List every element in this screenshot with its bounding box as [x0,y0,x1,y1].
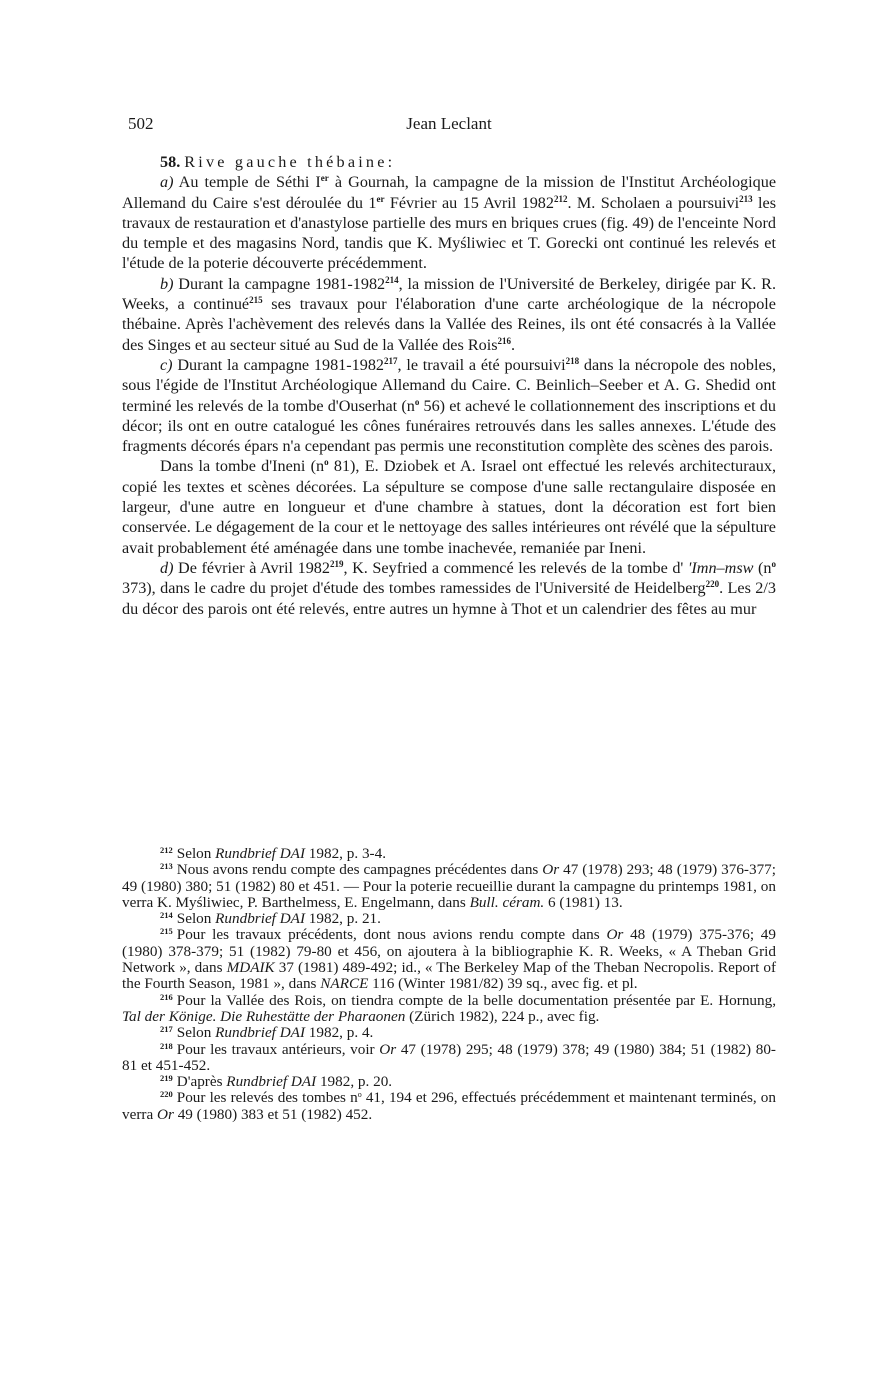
footnote-215 [122,927,776,992]
italic-title: Rundbrief DAI [215,845,305,862]
text-run: 48 (1979) 375-376; 49 (1980) 378-379; 51 (1982) 79-80 et 456, on ajoutera à la bibliographie K. R. Weeks, « A Theban Grid Network », dans [122,926,776,977]
footnote-220 [122,1090,776,1123]
footnote-216 [122,993,776,1026]
footnote-ref[interactable]: 214 [385,274,399,285]
text-run: Durant la campagne 1981-1982 [172,355,385,374]
superscript: er [320,173,329,184]
footnote-number: 218 [160,1040,173,1051]
text-run: , le travail a été poursuivi [397,355,566,374]
footnote-number: 217 [160,1024,173,1035]
text-run: (n [753,558,772,577]
text-run: Selon [176,910,216,928]
italic-title: NARCE [320,975,369,993]
superscript: o [357,1090,362,1100]
superscript: er [376,193,385,204]
page-header [122,114,776,138]
text-run: D'après [176,1073,227,1091]
text-run: (Zürich 1982), 224 p., avec fig. [405,1007,600,1025]
text-run: Dans la tombe d'Ineni (n [160,457,325,476]
text-run: ses travaux pour l'élaboration d'une carte archéologique de la nécropole thébaine. Après l'achèvement des relevés dans la Vallée des Reines, ils ont été consacrés à la Vallée des Singes et au secteur situé au Sud de la Vallée des Rois [122,295,776,354]
footnote-ref[interactable]: 220 [705,579,720,590]
italic-title: Or [157,1105,174,1123]
text-run: Nous avons rendu compte des campagnes précédentes dans [176,861,543,879]
text-run: 56) et achevé le collationnement des inscriptions et du décor; ils ont en outre catalogué les cônes funéraires retrouvés dans les salles annexes. L'étude des fragments décorés épars n'a cependant pas permis une reconstitution complète des scènes des parois. [122,396,776,456]
footnote-ref[interactable]: 218 [565,355,580,366]
text-run: . [511,335,516,354]
italic-title: Rundbrief DAI [226,1073,317,1091]
paragraph-b [122,274,776,355]
text-run: 41, 194 et 296, effectués précédemment et maintenant terminés, on verra [122,1089,776,1123]
italic-title: Tal der Könige. Die Ruhestätte der Pharaonen [122,1007,406,1025]
superscript: o [771,558,777,569]
text-run: Selon [176,1024,216,1042]
footnote-212 [122,846,776,862]
text-run: les travaux de restauration et d'anastylose partielle des murs en briques crues (fig. 49) de l'enceinte Nord du temple et des magasins Nord, tandis que K. Myśliwiec et T. Gorecki ont continué les relevés et l'étude de la poterie découverte précédemment. [122,193,776,273]
page-number: 502 [128,114,154,133]
footnote-ref[interactable]: 212 [554,193,568,204]
text-run: 373), dans le cadre du projet d'étude des tombes ramessides de l'Université de Heidelberg [122,579,706,598]
paragraph-marker: c) [160,355,173,374]
tomb-name: 'Imn–msw [687,558,754,577]
text-run: Pour les travaux précédents, dont nous avions rendu compte dans [176,926,607,944]
text-run: 1982, p. 21. [305,910,381,928]
italic-title: Or [379,1040,397,1058]
italic-title: Rundbrief DAI [215,1024,305,1042]
paragraph-d [122,558,776,619]
paragraph-marker: b) [160,274,174,293]
text-run: , K. Seyfried a commencé les relevés de la tombe d' [343,558,688,577]
footnote-number: 219 [160,1073,173,1084]
footnote-number: 214 [160,910,173,921]
footnote-213 [122,862,776,911]
italic-title: Bull. céram. [469,893,545,911]
text-run: à Gournah, la campagne de la mission de l'Institut Archéologique Allemand du Caire s'est déroulée du 1 [122,173,776,212]
paragraph-marker: d) [160,558,174,577]
text-run: Pour les relevés des tombes n [176,1089,358,1107]
paragraph-marker: a) [160,173,174,192]
paragraph-c [122,355,776,456]
text-run: 1982, p. 20. [316,1073,393,1091]
running-head: Jean Leclant [406,114,492,133]
paragraph-a [122,172,776,273]
text-run: 1982, p. 3-4. [305,845,386,862]
text-run: dans la nécropole des nobles, sous l'égide de l'Institut Archéologique Allemand du Caire. C. Beinlich–Seeber et A. G. Shedid ont terminé les relevés de la tombe d'Ouserhat (n [122,355,777,415]
text-run: 49 (1980) 383 et 51 (1982) 452. [173,1105,373,1123]
text-run: Au temple de Séthi I [173,173,321,192]
footnote-217 [122,1025,776,1041]
footnote-number: 212 [160,845,173,855]
text-run: Durant la campagne 1981-1982 [173,274,386,293]
footnote-218 [122,1042,776,1075]
italic-title: Or [542,861,560,879]
paragraph-ineni [122,456,776,557]
text-run: . Les 2/3 du décor des parois ont été relevés, entre autres un hymne à Thot et un calendrier des fêtes au mur [122,579,776,618]
footnotes [122,846,776,1123]
footnote-ref[interactable]: 213 [739,193,753,204]
text-run: De février à Avril 1982 [173,558,330,577]
text-run: 6 (1981) 13. [544,893,623,911]
text-run: Février au 15 Avril 1982 [384,193,554,212]
text-run: 81), E. Dziobek et A. Israel ont effectué les relevés architecturaux, copié les textes et scènes décorées. La sépulture se compose d'une salle rectangulaire disposée en largeur, d'une autre en longueur et d'une chambre à statues, dont la décoration est fort bien conservée. Le dégagement de la cour et le nettoyage des salles intérieures ont révélé que la sépulture avait probablement été aménagée dans une tombe inachevée, remaniée par Ineni. [122,457,776,557]
footnote-number: 216 [160,991,173,1002]
text-run: Selon [176,845,216,862]
footnote-number: 213 [160,861,173,872]
text-run: 47 (1978) 293; 48 (1979) 376-377; 49 (1980) 380; 51 (1982) 80 et 451. — Pour la poterie recueillie durant la campagne du printemps 1981, on verra K. Myśliwiec, P. Barthelmess, E. Engelmann, dans [122,861,776,911]
text-run: . M. Scholaen a poursuivi [567,193,740,212]
text-run: 116 (Winter 1981/82) 39 sq., avec fig. et pl. [368,975,638,993]
italic-title: MDAIK [226,959,275,977]
text-run: 47 (1978) 295; 48 (1979) 378; 49 (1980) 384; 51 (1982) 80-81 et 451-452. [122,1040,776,1074]
text-run: , la mission de l'Université de Berkeley, dirigée par K. R. Weeks, a continué [122,274,776,314]
main-text [122,152,776,619]
footnote-number: 215 [160,926,173,937]
italic-title: Rundbrief DAI [215,910,305,928]
text-run: 37 (1981) 489-492; id., « The Berkeley Map of the Theban Necropolis. Report of the Fourth Season, 1981 », dans [122,959,777,993]
superscript: o [414,396,420,407]
text-run: Pour les travaux antérieurs, voir [176,1040,380,1058]
footnote-ref[interactable]: 219 [329,558,344,569]
text-run: 1982, p. 4. [305,1024,374,1042]
footnote-ref[interactable]: 217 [384,355,398,366]
footnote-219 [122,1074,776,1090]
section-title: Rive gauche thébaine: [184,153,396,171]
section-number: 58. [160,153,181,171]
italic-title: Or [606,926,624,944]
footnote-number: 220 [160,1089,173,1100]
superscript: o [324,457,329,468]
footnote-214 [122,911,776,927]
section-heading [122,152,776,172]
footnote-ref[interactable]: 215 [249,295,263,306]
footnote-ref[interactable]: 216 [497,335,512,346]
text-run: Pour la Vallée des Rois, on tiendra compte de la belle documentation présentée par E. Hornung, [176,991,776,1009]
